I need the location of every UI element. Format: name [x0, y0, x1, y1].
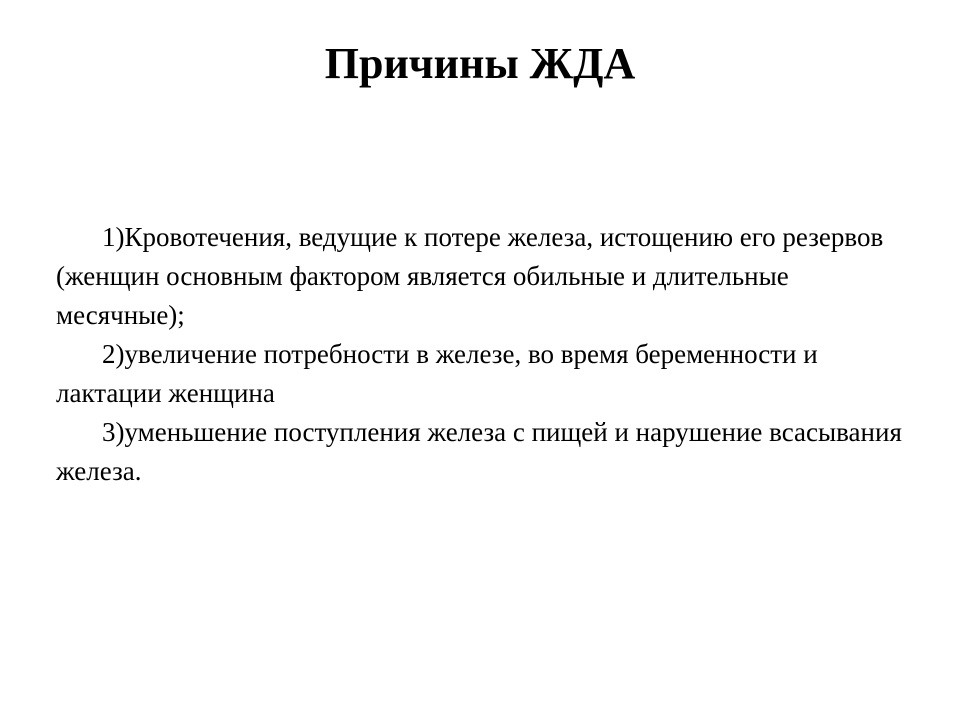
slide-title: Причины ЖДА — [324, 39, 636, 88]
list-item-3: 3)уменьшение поступления железа с пищей и нарушение всасывания железа. — [56, 417, 902, 486]
list-item-1: 1)Кровотечения, ведущие к потере железа, истощению его резервов (женщин основным фактором является обильные и длительные месячные); — [56, 222, 884, 330]
list-item-2: 2)увеличение потребности в железе, во время беременности и лактации женщина — [56, 339, 818, 408]
slide-body — [56, 218, 906, 491]
